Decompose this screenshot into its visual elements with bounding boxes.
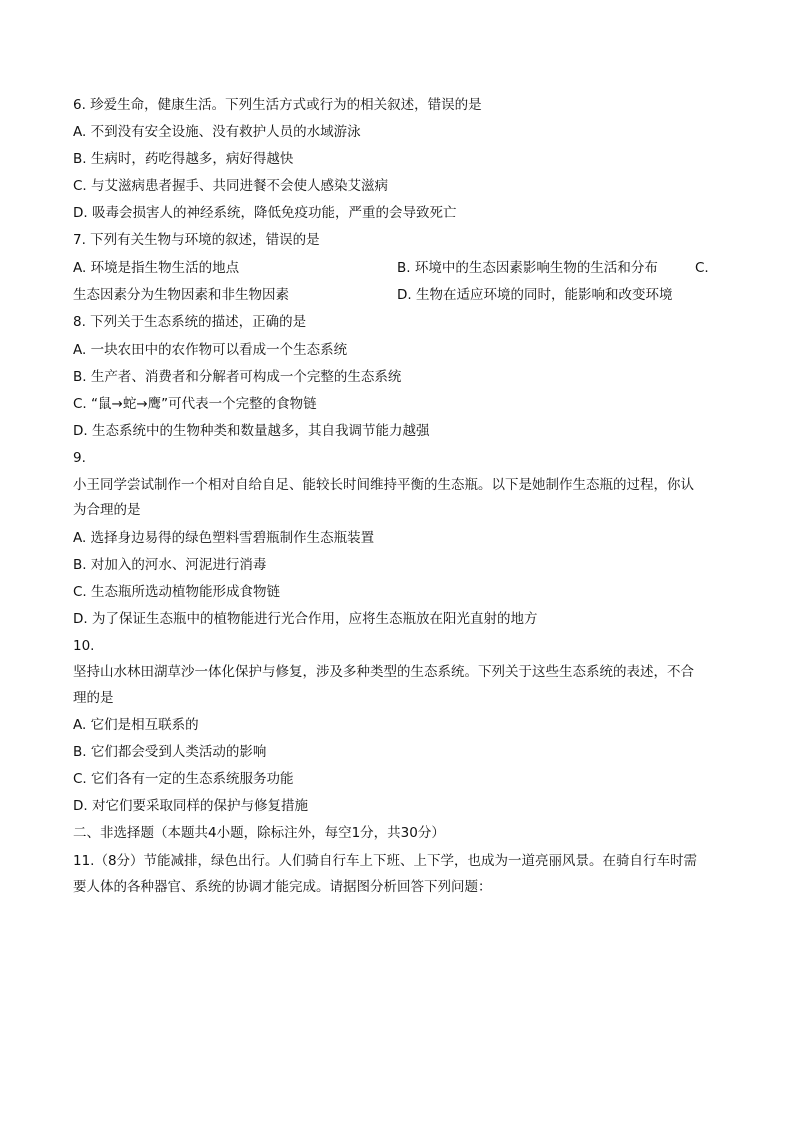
q9-option-a: A. 选择身边易得的绿色塑料雪碧瓶制作生态瓶装置	[73, 530, 375, 546]
q11-stem-line1: 11.（8分）节能减排，绿色出行。人们骑自行车上下班、上下学，也成为一道亮丽风景。在骑自行车时需	[73, 853, 698, 869]
q6-option-d: D. 吸毒会损害人的神经系统，降低免疫功能，严重的会导致死亡	[73, 205, 457, 221]
q9-option-d: D. 为了保证生态瓶中的植物能进行光合作用，应将生态瓶放在阳光直射的地方	[73, 611, 538, 627]
q11-stem-line2: 要人体的各种器官、系统的协调才能完成。请据图分析回答下列问题：	[73, 879, 492, 895]
q7-option-b: B. 环境中的生态因素影响生物的生活和分布	[397, 260, 658, 276]
q9-option-b: B. 对加入的河水、河泥进行消毒	[73, 557, 267, 573]
q8-stem: 8. 下列关于生态系统的描述，正确的是	[73, 314, 307, 330]
q10-stem-line2: 理的是	[73, 690, 114, 706]
q10-option-b: B. 它们都会受到人类活动的影响	[73, 744, 267, 760]
q8-option-a: A. 一块农田中的农作物可以看成一个生态系统	[73, 342, 348, 358]
q7-stem: 7. 下列有关生物与环境的叙述，错误的是	[73, 232, 320, 248]
q9-stem-line2: 为合理的是	[73, 502, 141, 518]
q6-option-a: A. 不到没有安全设施、没有救护人员的水域游泳	[73, 124, 361, 140]
q9-option-c: C. 生态瓶所选动植物能形成食物链	[73, 584, 281, 600]
q10-stem-line1: 坚持山水林田湖草沙一体化保护与修复，涉及多种类型的生态系统。下列关于这些生态系统的表述，不合	[73, 664, 694, 680]
q10-number: 10.	[73, 638, 95, 654]
section2-heading: 二、非选择题（本题共4小题，除标注外，每空1分，共30分）	[73, 825, 445, 841]
q10-option-a: A. 它们是相互联系的	[73, 717, 199, 733]
q7-option-a: A. 环境是指生物生活的地点	[73, 260, 240, 276]
q7-option-c-label: C.	[695, 260, 709, 276]
q6-option-c: C. 与艾滋病患者握手、共同进餐不会使人感染艾滋病	[73, 178, 389, 194]
q8-option-b: B. 生产者、消费者和分解者可构成一个完整的生态系统	[73, 369, 402, 385]
q7-option-c-text: 生态因素分为生物因素和非生物因素	[73, 287, 289, 303]
q8-option-c: C. “鼠→蛇→鹰”可代表一个完整的食物链	[73, 396, 317, 412]
q7-option-d: D. 生物在适应环境的同时，能影响和改变环境	[397, 287, 673, 303]
q10-option-c: C. 它们各有一定的生态系统服务功能	[73, 771, 294, 787]
q10-option-d: D. 对它们要采取同样的保护与修复措施	[73, 798, 308, 814]
q9-number: 9.	[73, 450, 86, 466]
q6-option-b: B. 生病时，药吃得越多，病好得越快	[73, 151, 294, 167]
q8-option-d: D. 生态系统中的生物种类和数量越多，其自我调节能力越强	[73, 423, 430, 439]
q9-stem-line1: 小王同学尝试制作一个相对自给自足、能较长时间维持平衡的生态瓶。以下是她制作生态瓶的过程，你认	[73, 477, 694, 493]
q6-stem: 6. 珍爱生命，健康生活。下列生活方式或行为的相关叙述，错误的是	[73, 97, 482, 113]
